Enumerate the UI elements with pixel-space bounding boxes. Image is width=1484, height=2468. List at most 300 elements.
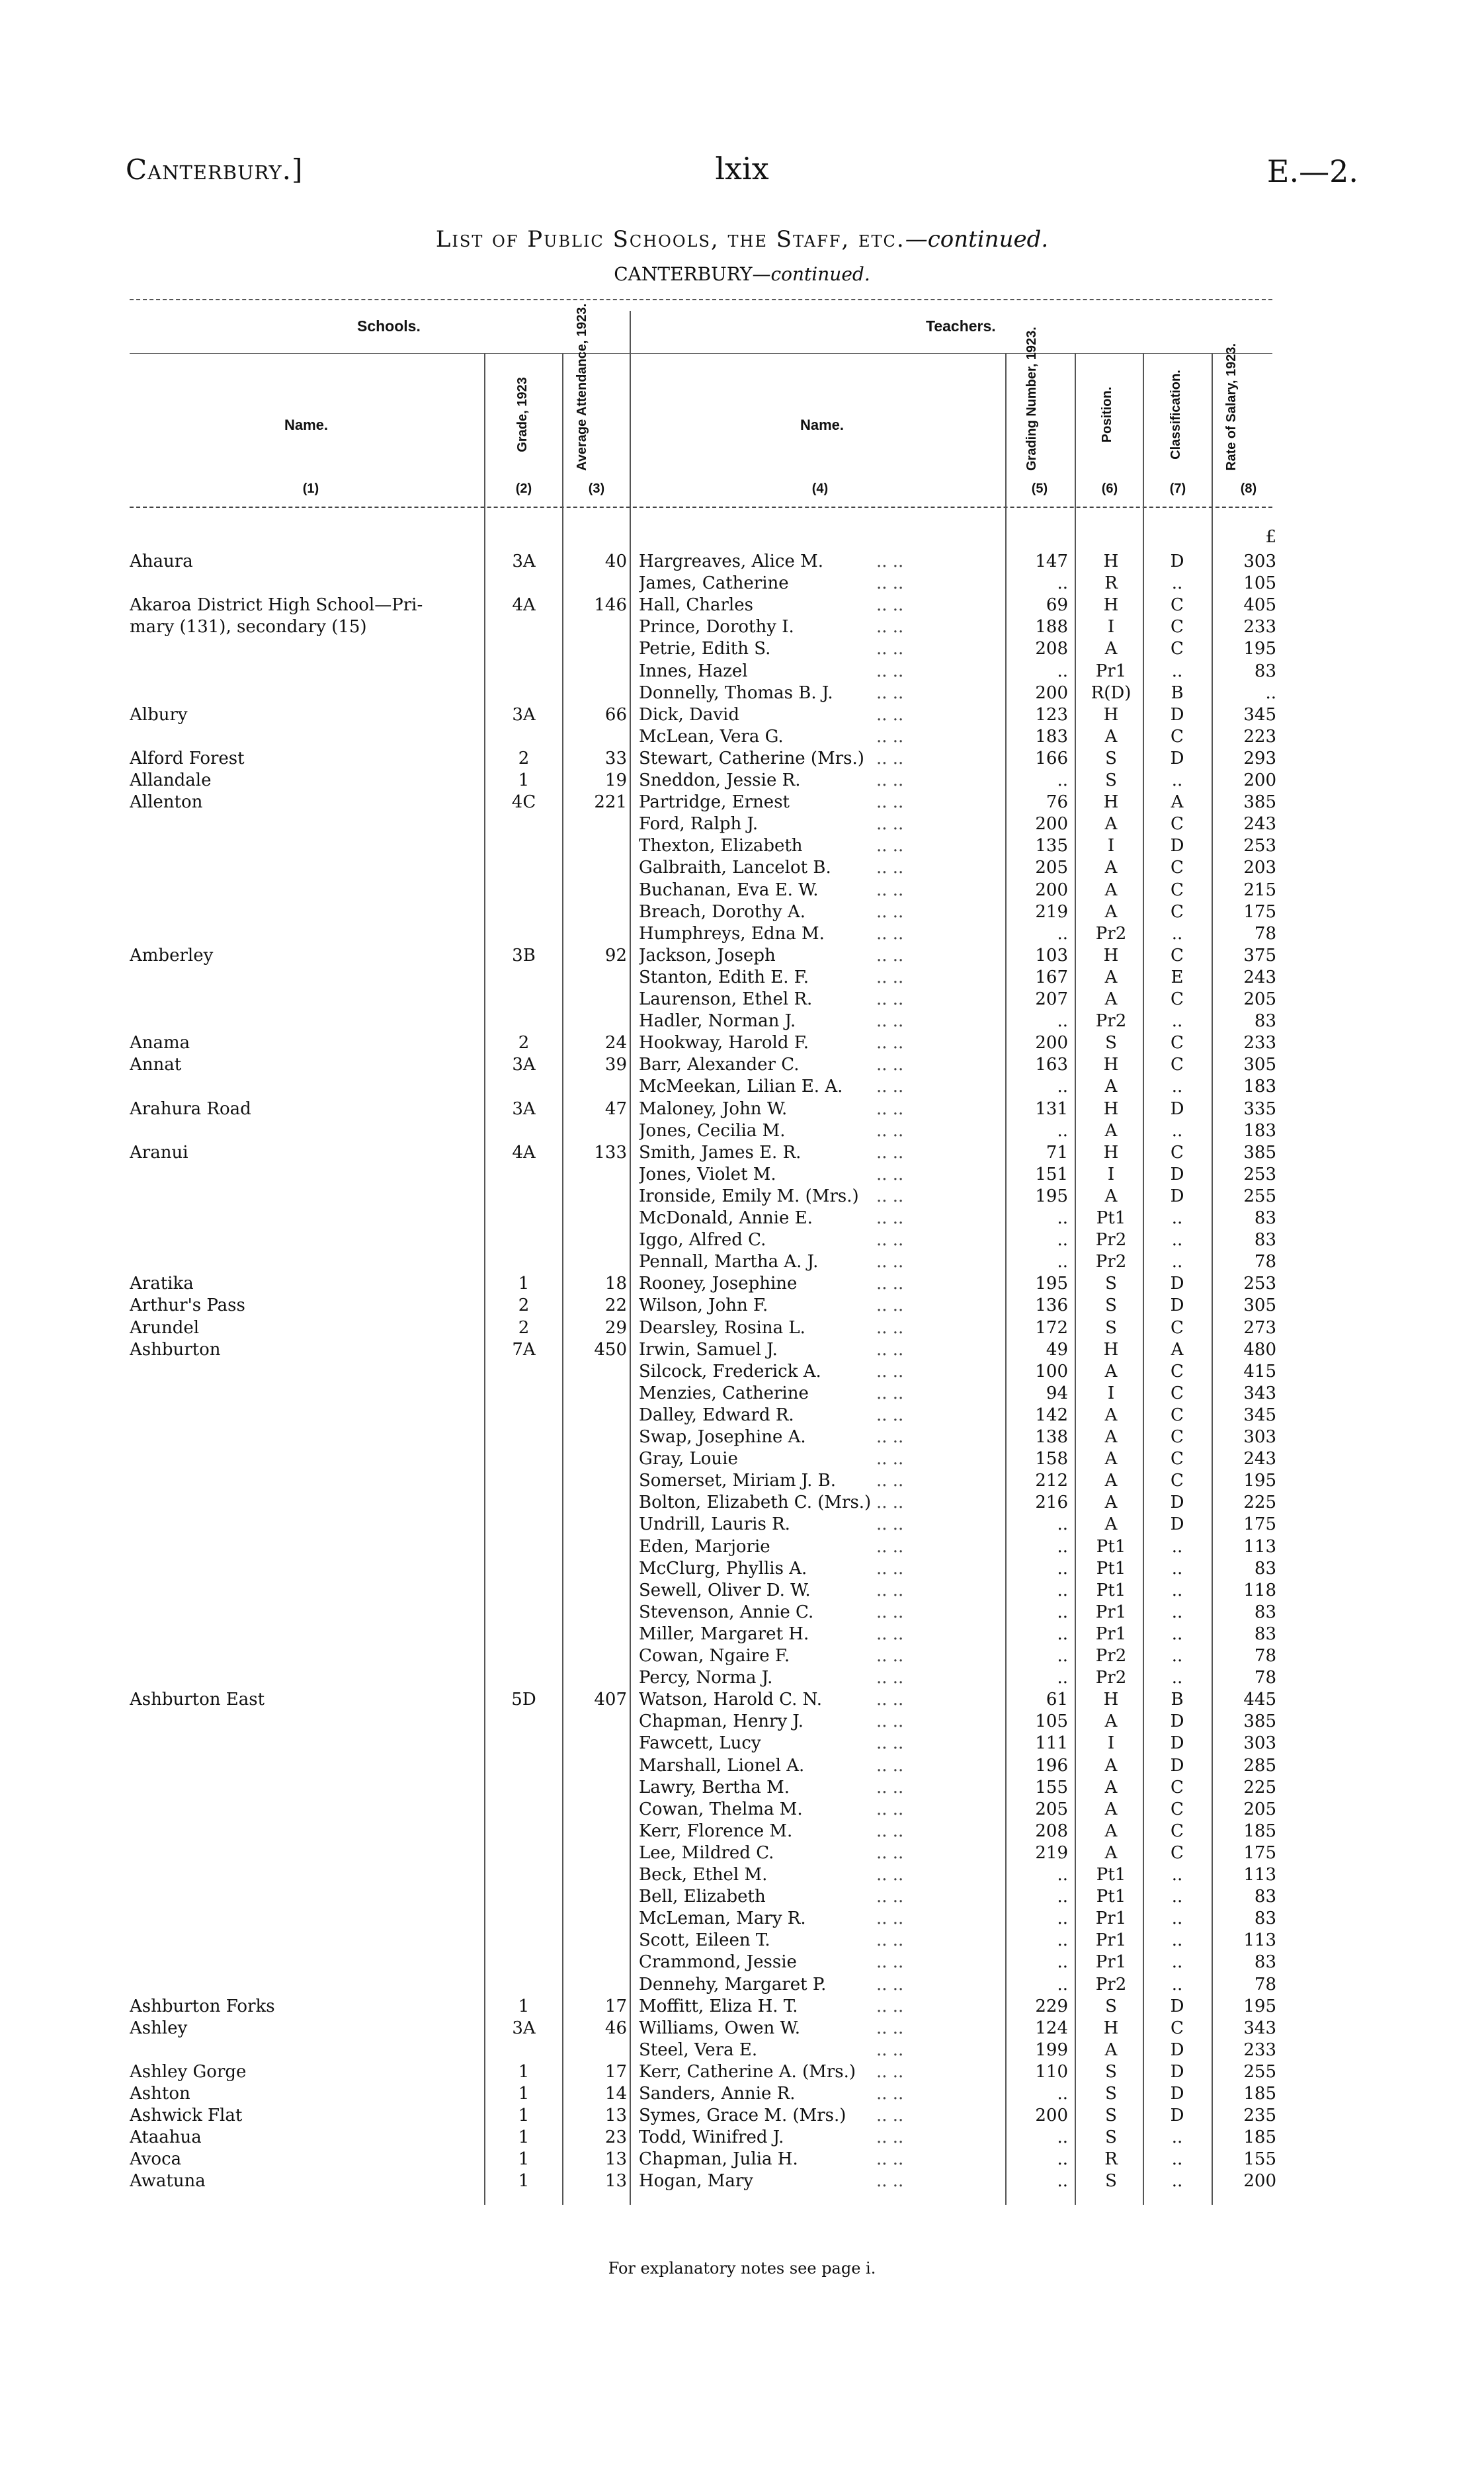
classification: .. xyxy=(1171,573,1183,594)
grading-number: 167 xyxy=(1035,967,1068,987)
leader-dots: .. .. xyxy=(876,1930,904,1951)
table-row xyxy=(0,1514,1484,1536)
leader-dots: .. .. xyxy=(876,595,904,616)
table-row xyxy=(0,1821,1484,1842)
position: I xyxy=(1107,1164,1115,1184)
col-salary: Rate of Salary, 1923. xyxy=(1224,343,1239,471)
teacher-name: Irwin, Samuel J. xyxy=(639,1339,778,1360)
leader-dots: .. .. xyxy=(876,945,904,966)
subtitle-suffix: —continued. xyxy=(752,263,870,285)
table-row xyxy=(0,2105,1484,2127)
position: A xyxy=(1104,814,1118,835)
school-grade: 2 xyxy=(518,748,530,768)
salary: .. xyxy=(1265,682,1276,703)
grading-number: 200 xyxy=(1035,814,1068,835)
leader-dots: .. .. xyxy=(876,770,904,790)
leader-dots: .. .. xyxy=(876,1208,904,1228)
leader-dots: .. .. xyxy=(876,1339,904,1360)
classification: C xyxy=(1171,1033,1184,1053)
school-grade: 3A xyxy=(512,552,536,571)
salary: 203 xyxy=(1243,858,1276,878)
grading-number: 111 xyxy=(1035,1733,1068,1754)
teacher-name: Ironside, Emily M. (Mrs.) xyxy=(639,1186,859,1206)
classification: D xyxy=(1170,1996,1184,2016)
table-row xyxy=(0,748,1484,770)
leader-dots: .. .. xyxy=(876,1821,904,1841)
classification: D xyxy=(1170,1274,1184,1294)
table-row xyxy=(0,857,1484,879)
position: S xyxy=(1105,2171,1117,2192)
position: Pt1 xyxy=(1096,1208,1126,1228)
classification: C xyxy=(1171,1317,1184,1338)
classification: D xyxy=(1170,1186,1184,1206)
grading-number: 200 xyxy=(1035,682,1068,703)
school-name: Ashton xyxy=(130,2084,190,2104)
classification: .. xyxy=(1171,2149,1183,2170)
table-row xyxy=(0,1098,1484,1120)
col-num-3: (3) xyxy=(588,481,605,496)
grading-number: 147 xyxy=(1035,552,1068,571)
position: H xyxy=(1103,1142,1119,1163)
salary: 205 xyxy=(1243,989,1276,1009)
currency-symbol: £ xyxy=(1265,527,1276,547)
salary: 83 xyxy=(1254,1887,1276,1907)
position: Pr2 xyxy=(1095,1011,1127,1032)
teacher-name: Iggo, Alfred C. xyxy=(639,1230,766,1251)
leader-dots: .. .. xyxy=(876,1909,904,1929)
grading-number: 208 xyxy=(1035,1821,1068,1841)
position: A xyxy=(1104,1120,1118,1141)
classification: C xyxy=(1171,617,1184,638)
average-attendance: 23 xyxy=(604,2127,627,2148)
leader-dots: .. .. xyxy=(876,617,904,638)
position: A xyxy=(1104,2039,1118,2060)
salary: 243 xyxy=(1243,1449,1276,1469)
classification: .. xyxy=(1171,2127,1183,2148)
salary: 303 xyxy=(1243,1733,1276,1754)
table-row xyxy=(0,1930,1484,1952)
grading-number: 166 xyxy=(1035,748,1068,768)
teacher-name: Swap, Josephine A. xyxy=(639,1427,806,1447)
table-row xyxy=(0,2127,1484,2149)
classification: C xyxy=(1171,1361,1184,1381)
leader-dots: .. .. xyxy=(876,1777,904,1797)
leader-dots: .. .. xyxy=(876,2084,904,2104)
table-row xyxy=(0,1251,1484,1273)
position: A xyxy=(1104,726,1118,747)
average-attendance: 17 xyxy=(604,1996,627,2016)
leader-dots: .. .. xyxy=(876,1055,904,1075)
classification: B xyxy=(1171,1690,1184,1710)
average-attendance: 17 xyxy=(604,2061,627,2082)
teacher-name: Sewell, Oliver D. W. xyxy=(639,1580,811,1600)
leader-dots: .. .. xyxy=(876,858,904,878)
table-row xyxy=(0,1142,1484,1164)
table-row xyxy=(0,551,1484,573)
teacher-name: Kerr, Catherine A. (Mrs.) xyxy=(639,2061,856,2082)
classification: .. xyxy=(1171,1865,1183,1885)
table-row xyxy=(0,1470,1484,1492)
salary: 303 xyxy=(1243,552,1276,571)
classification: C xyxy=(1171,726,1184,747)
header-left: Canterbury.] xyxy=(126,153,304,186)
teacher-name: Ford, Ralph J. xyxy=(639,814,759,835)
position: I xyxy=(1107,617,1115,638)
teacher-name: Barr, Alexander C. xyxy=(639,1055,800,1075)
table-row xyxy=(0,770,1484,792)
salary: 385 xyxy=(1243,1142,1276,1163)
classification: D xyxy=(1170,1755,1184,1776)
table-row xyxy=(0,1711,1484,1733)
position: A xyxy=(1104,880,1118,900)
salary: 233 xyxy=(1243,617,1276,638)
school-name: Avoca xyxy=(130,2149,182,2170)
classification: C xyxy=(1171,1427,1184,1447)
leader-dots: .. .. xyxy=(876,901,904,922)
teacher-name: Donnelly, Thomas B. J. xyxy=(639,682,833,703)
grading-number: .. xyxy=(1057,1536,1068,1557)
grading-number: 158 xyxy=(1035,1449,1068,1469)
position: Pr2 xyxy=(1095,1974,1127,1995)
school-name: Awatuna xyxy=(130,2171,206,2192)
salary: 225 xyxy=(1243,1777,1276,1797)
leader-dots: .. .. xyxy=(876,836,904,856)
grading-number: 205 xyxy=(1035,858,1068,878)
teacher-name: Williams, Owen W. xyxy=(639,2018,800,2038)
teacher-name: Dearsley, Rosina L. xyxy=(639,1317,805,1338)
grading-number: 142 xyxy=(1035,1405,1068,1425)
teacher-name: Jones, Cecilia M. xyxy=(639,1120,786,1141)
position: Pr1 xyxy=(1095,1952,1127,1973)
teacher-name: Percy, Norma J. xyxy=(639,1668,773,1688)
position: A xyxy=(1104,1711,1118,1732)
grading-number: 172 xyxy=(1035,1317,1068,1338)
school-grade: 7A xyxy=(512,1339,536,1360)
classification: C xyxy=(1171,1383,1184,1403)
table-row xyxy=(0,1996,1484,2018)
position: A xyxy=(1104,1077,1118,1097)
salary: 83 xyxy=(1254,1909,1276,1929)
leader-dots: .. .. xyxy=(876,2018,904,2038)
leader-dots: .. .. xyxy=(876,1842,904,1863)
table-row xyxy=(0,1842,1484,1864)
position: Pr1 xyxy=(1095,1930,1127,1951)
teacher-name: Stewart, Catherine (Mrs.) xyxy=(639,748,864,768)
leader-dots: .. .. xyxy=(876,1361,904,1381)
table-row xyxy=(0,1864,1484,1886)
position: A xyxy=(1104,858,1118,878)
leader-dots: .. .. xyxy=(876,1383,904,1403)
position: R xyxy=(1104,573,1118,594)
grading-number: .. xyxy=(1057,770,1068,790)
col-grading: Grading Number, 1923. xyxy=(1024,327,1039,471)
school-name: Ashley xyxy=(130,2018,188,2038)
teacher-name: Lawry, Bertha M. xyxy=(639,1777,790,1797)
teacher-name: Jackson, Joseph xyxy=(639,945,776,966)
salary: 185 xyxy=(1243,2127,1276,2148)
leader-dots: .. .. xyxy=(876,1274,904,1294)
position: Pt1 xyxy=(1096,1580,1126,1600)
table-row xyxy=(0,1164,1484,1186)
salary: 445 xyxy=(1243,1690,1276,1710)
subtitle-text: CANTERBURY xyxy=(614,263,753,285)
position: Pr1 xyxy=(1095,1909,1127,1929)
group-schools: Schools. xyxy=(357,317,421,335)
school-name: Ashley Gorge xyxy=(130,2061,247,2082)
teacher-name: Moffitt, Eliza H. T. xyxy=(639,1996,798,2016)
classification: .. xyxy=(1171,1011,1183,1032)
teacher-name: Sneddon, Jessie R. xyxy=(639,770,801,790)
leader-dots: .. .. xyxy=(876,1033,904,1053)
position: Pr1 xyxy=(1095,1624,1127,1644)
school-grade: 1 xyxy=(518,1996,530,2016)
average-attendance: 13 xyxy=(604,2149,627,2170)
position: I xyxy=(1107,1383,1115,1403)
header-right: E.—2. xyxy=(1266,153,1358,189)
position: R xyxy=(1104,2149,1118,2170)
salary: 253 xyxy=(1243,836,1276,856)
salary: 345 xyxy=(1243,1405,1276,1425)
col-num-8: (8) xyxy=(1240,481,1257,496)
position: Pt1 xyxy=(1096,1865,1126,1885)
grading-number: .. xyxy=(1057,1624,1068,1644)
table-row xyxy=(0,792,1484,813)
grading-number: .. xyxy=(1057,1887,1068,1907)
grading-number: .. xyxy=(1057,1646,1068,1666)
classification: .. xyxy=(1171,1887,1183,1907)
school-name: Arahura Road xyxy=(130,1098,251,1119)
school-grade: 4A xyxy=(512,1142,536,1163)
position: S xyxy=(1105,1033,1117,1053)
table-row xyxy=(0,1645,1484,1667)
salary: 175 xyxy=(1243,1514,1276,1535)
school-grade: 1 xyxy=(518,1274,530,1294)
position: R(D) xyxy=(1091,682,1132,703)
teacher-name: Miller, Margaret H. xyxy=(639,1624,809,1644)
table-row xyxy=(0,813,1484,835)
classification: .. xyxy=(1171,1077,1183,1097)
grading-number: .. xyxy=(1057,1208,1068,1228)
table-row xyxy=(0,1317,1484,1339)
salary: 293 xyxy=(1243,748,1276,768)
table-row xyxy=(0,1952,1484,1973)
grading-number: .. xyxy=(1057,1909,1068,1929)
table-row xyxy=(0,1755,1484,1777)
title-text: List of Public Schools, the Staff, etc. xyxy=(435,226,905,253)
group-teachers: Teachers. xyxy=(926,317,996,335)
teacher-name: McDonald, Annie E. xyxy=(639,1208,813,1228)
grading-number: 151 xyxy=(1035,1164,1068,1184)
table-row xyxy=(0,616,1484,638)
position: Pt1 xyxy=(1096,1887,1126,1907)
grading-number: .. xyxy=(1057,1120,1068,1141)
salary: 83 xyxy=(1254,1208,1276,1228)
table-row xyxy=(0,638,1484,660)
school-name: Annat xyxy=(130,1055,182,1075)
salary: 480 xyxy=(1243,1339,1276,1360)
table-row xyxy=(0,1536,1484,1558)
classification: C xyxy=(1171,1821,1184,1841)
salary: 83 xyxy=(1254,1624,1276,1644)
classification: .. xyxy=(1171,1252,1183,1272)
teacher-name: Todd, Winifred J. xyxy=(639,2127,784,2148)
table-row xyxy=(0,989,1484,1010)
salary: 305 xyxy=(1243,1055,1276,1075)
grading-number: .. xyxy=(1057,1865,1068,1885)
school-grade: 5D xyxy=(511,1690,536,1710)
grading-number: 199 xyxy=(1035,2039,1068,2060)
classification: D xyxy=(1170,2039,1184,2060)
classification: C xyxy=(1171,1405,1184,1425)
school-grade: 1 xyxy=(518,770,530,790)
grading-number: 216 xyxy=(1035,1493,1068,1513)
leader-dots: .. .. xyxy=(876,1733,904,1754)
teacher-name: Hogan, Mary xyxy=(639,2171,753,2192)
grading-number: .. xyxy=(1057,1952,1068,1973)
classification: C xyxy=(1171,1055,1184,1075)
classification: C xyxy=(1171,595,1184,616)
average-attendance: 29 xyxy=(604,1317,627,1338)
table-row xyxy=(0,923,1484,945)
salary: 233 xyxy=(1243,2039,1276,2060)
teacher-name: Cowan, Ngaire F. xyxy=(639,1646,790,1666)
leader-dots: .. .. xyxy=(876,1711,904,1732)
classification: C xyxy=(1171,1449,1184,1469)
position: S xyxy=(1105,748,1117,768)
title-suffix: —continued. xyxy=(905,226,1049,253)
header-bottom-rule xyxy=(130,507,1272,508)
leader-dots: .. .. xyxy=(876,2061,904,2082)
table-row xyxy=(0,1448,1484,1470)
leader-dots: .. .. xyxy=(876,1317,904,1338)
teacher-name: Dalley, Edward R. xyxy=(639,1405,794,1425)
grading-number: 123 xyxy=(1035,704,1068,725)
grading-number: 188 xyxy=(1035,617,1068,638)
leader-dots: .. .. xyxy=(876,1186,904,1206)
table-row xyxy=(0,1799,1484,1821)
average-attendance: 133 xyxy=(594,1142,627,1163)
position: S xyxy=(1105,2106,1117,2126)
teacher-name: Marshall, Lionel A. xyxy=(639,1755,805,1776)
table-row xyxy=(0,1908,1484,1930)
teacher-name: Partridge, Ernest xyxy=(639,792,790,813)
table-row xyxy=(0,726,1484,748)
grading-number: 124 xyxy=(1035,2018,1068,2038)
average-attendance: 46 xyxy=(604,2018,627,2038)
table-row xyxy=(0,661,1484,682)
salary: 385 xyxy=(1243,792,1276,813)
position: S xyxy=(1105,1274,1117,1294)
teacher-name: McMeekan, Lilian E. A. xyxy=(639,1077,843,1097)
teacher-name: Stevenson, Annie C. xyxy=(639,1602,814,1622)
position: S xyxy=(1105,2084,1117,2104)
classification: C xyxy=(1171,901,1184,922)
table-row xyxy=(0,835,1484,857)
leader-dots: .. .. xyxy=(876,1865,904,1885)
salary: 195 xyxy=(1243,1996,1276,2016)
classification: .. xyxy=(1171,1558,1183,1579)
table-row xyxy=(0,1186,1484,1208)
school-grade: 1 xyxy=(518,2171,530,2192)
leader-dots: .. .. xyxy=(876,1230,904,1251)
school-grade: 3A xyxy=(512,2018,536,2038)
classification: .. xyxy=(1171,923,1183,944)
table-row xyxy=(0,1405,1484,1426)
salary: 285 xyxy=(1243,1755,1276,1776)
grading-number: 136 xyxy=(1035,1296,1068,1316)
teacher-name: Breach, Dorothy A. xyxy=(639,901,806,922)
position: Pr1 xyxy=(1095,1602,1127,1622)
position: A xyxy=(1104,1427,1118,1447)
position: A xyxy=(1104,1799,1118,1819)
school-grade: 1 xyxy=(518,2084,530,2104)
leader-dots: .. .. xyxy=(876,1142,904,1163)
salary: 200 xyxy=(1243,770,1276,790)
grading-number: .. xyxy=(1057,1011,1068,1032)
salary: 243 xyxy=(1243,967,1276,987)
col-num-1: (1) xyxy=(302,481,319,496)
teacher-name: Scott, Eileen T. xyxy=(639,1930,770,1951)
grading-number: 110 xyxy=(1035,2061,1068,2082)
classification: .. xyxy=(1171,770,1183,790)
teacher-name: Stanton, Edith E. F. xyxy=(639,967,809,987)
position: A xyxy=(1104,1493,1118,1513)
table-row xyxy=(0,1229,1484,1251)
col-grade: Grade, 1923 xyxy=(515,377,530,452)
salary: 385 xyxy=(1243,1711,1276,1732)
teacher-name: Beck, Ethel M. xyxy=(639,1865,768,1885)
table-row xyxy=(0,2061,1484,2083)
leader-dots: .. .. xyxy=(876,682,904,703)
classification: B xyxy=(1171,682,1184,703)
position: A xyxy=(1104,1405,1118,1425)
school-name: Ashburton East xyxy=(130,1690,265,1710)
table-row xyxy=(0,2149,1484,2170)
leader-dots: .. .. xyxy=(876,1887,904,1907)
grading-number: 195 xyxy=(1035,1274,1068,1294)
school-grade: 3A xyxy=(512,1055,536,1075)
salary: 113 xyxy=(1243,1865,1276,1885)
teacher-name: Innes, Hazel xyxy=(639,661,748,681)
grading-number: 200 xyxy=(1035,880,1068,900)
teacher-name: Petrie, Edith S. xyxy=(639,639,771,659)
teacher-name: Hargreaves, Alice M. xyxy=(639,552,824,571)
position: Pr2 xyxy=(1095,1230,1127,1251)
leader-dots: .. .. xyxy=(876,1164,904,1184)
teacher-name: Bolton, Elizabeth C. (Mrs.) xyxy=(639,1493,872,1513)
position: A xyxy=(1104,1471,1118,1491)
table-row xyxy=(0,2039,1484,2061)
position: Pr2 xyxy=(1095,1252,1127,1272)
table-row xyxy=(0,880,1484,901)
salary: 83 xyxy=(1254,1558,1276,1579)
leader-dots: .. .. xyxy=(876,1077,904,1097)
table-row xyxy=(0,1383,1484,1405)
grading-number: .. xyxy=(1057,2149,1068,2170)
classification: D xyxy=(1170,1711,1184,1732)
table-row xyxy=(0,1492,1484,1514)
classification: .. xyxy=(1171,2171,1183,2192)
average-attendance: 39 xyxy=(604,1055,627,1075)
position: Pr1 xyxy=(1095,661,1127,681)
leader-dots: .. .. xyxy=(876,792,904,813)
leader-dots: .. .. xyxy=(876,2149,904,2170)
school-name: Ashburton xyxy=(130,1339,221,1360)
grading-number: 105 xyxy=(1035,1711,1068,1732)
teacher-name: Kerr, Florence M. xyxy=(639,1821,793,1841)
salary: 343 xyxy=(1243,1383,1276,1403)
position: Pt1 xyxy=(1096,1536,1126,1557)
